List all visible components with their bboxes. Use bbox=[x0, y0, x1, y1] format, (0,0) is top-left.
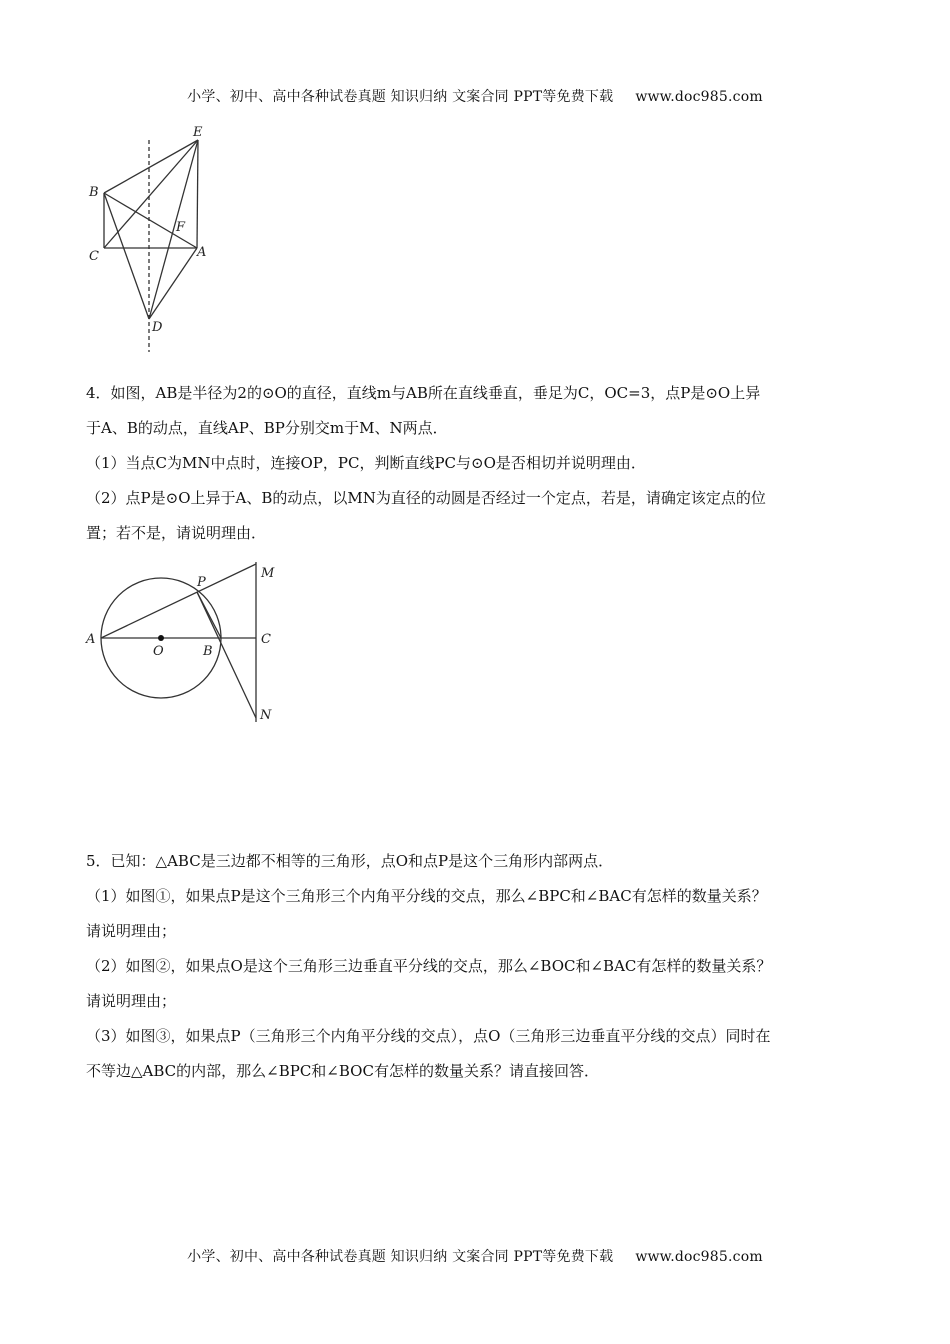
q4-line-2: 于A、B的动点，直线AP、BP分别交m于M、N两点． bbox=[86, 419, 448, 437]
figure-1 bbox=[80, 118, 220, 358]
label-B: B bbox=[203, 644, 213, 659]
header-text: 小学、初中、高中各种试卷真题 知识归纳 文案合同 PPT等免费下载 bbox=[187, 89, 614, 105]
center-point-O bbox=[158, 635, 164, 641]
q5-line-7: 不等边△ABC的内部，那么∠BPC和∠BOC有怎样的数量关系？请直接回答． bbox=[86, 1062, 599, 1080]
page-header bbox=[0, 86, 950, 106]
header-site: www.doc985.com bbox=[635, 89, 763, 105]
footer-text: 小学、初中、高中各种试卷真题 知识归纳 文案合同 PPT等免费下载 bbox=[187, 1249, 614, 1265]
label-M: M bbox=[261, 566, 275, 581]
label-C: C bbox=[261, 632, 271, 647]
segment-AM bbox=[101, 564, 256, 638]
segment-PB bbox=[197, 592, 221, 638]
q5-line-2: （1）如图①，如果点P是这个三角形三个内角平分线的交点，那么∠BPC和∠BAC有怎样的数量关系？ bbox=[86, 887, 767, 905]
label-P: P bbox=[197, 575, 206, 590]
label-N: N bbox=[260, 708, 272, 723]
question-4 bbox=[86, 376, 876, 551]
segment-AD bbox=[149, 248, 197, 319]
segment-BE bbox=[104, 140, 198, 193]
label-A: A bbox=[197, 245, 207, 260]
label-C: C bbox=[89, 249, 99, 264]
label-O: O bbox=[153, 644, 164, 659]
segment-BD bbox=[104, 193, 149, 319]
label-A: A bbox=[86, 632, 96, 647]
q4-line-1: 4．如图，AB是半径为2的⊙O的直径，直线m与AB所在直线垂直，垂足为C，OC=3，点P是⊙O上异 bbox=[86, 384, 761, 402]
q4-line-3: （1）当点C为MN中点时，连接OP，PC，判断直线PC与⊙O是否相切并说明理由． bbox=[86, 454, 646, 472]
label-E: E bbox=[193, 125, 203, 140]
q5-line-5: 请说明理由； bbox=[86, 992, 177, 1010]
footer-site: www.doc985.com bbox=[635, 1249, 763, 1265]
q5-line-3: 请说明理由； bbox=[86, 922, 177, 940]
label-B: B bbox=[89, 185, 99, 200]
page-footer bbox=[0, 1246, 950, 1266]
q5-line-6: （3）如图③，如果点P（三角形三个内角平分线的交点），点O（三角形三边垂直平分线的交点）同时在 bbox=[86, 1027, 771, 1045]
question-5 bbox=[86, 844, 876, 1089]
label-F: F bbox=[176, 220, 186, 235]
q5-line-1: 5．已知：△ABC是三边都不相等的三角形，点O和点P是这个三角形内部两点． bbox=[86, 852, 614, 870]
q4-line-5: 置；若不是，请说明理由． bbox=[86, 524, 267, 542]
figure-2 bbox=[82, 556, 282, 736]
q4-line-4: （2）点P是⊙O上异于A、B的动点，以MN为直径的动圆是否经过一个定点，若是，请确定该定点的位 bbox=[86, 489, 766, 507]
label-D: D bbox=[152, 320, 163, 335]
segment-EA bbox=[197, 140, 198, 248]
q5-line-4: （2）如图②，如果点O是这个三角形三边垂直平分线的交点，那么∠BOC和∠BAC有怎样的数量关系？ bbox=[86, 957, 772, 975]
segment-ED bbox=[149, 140, 198, 319]
